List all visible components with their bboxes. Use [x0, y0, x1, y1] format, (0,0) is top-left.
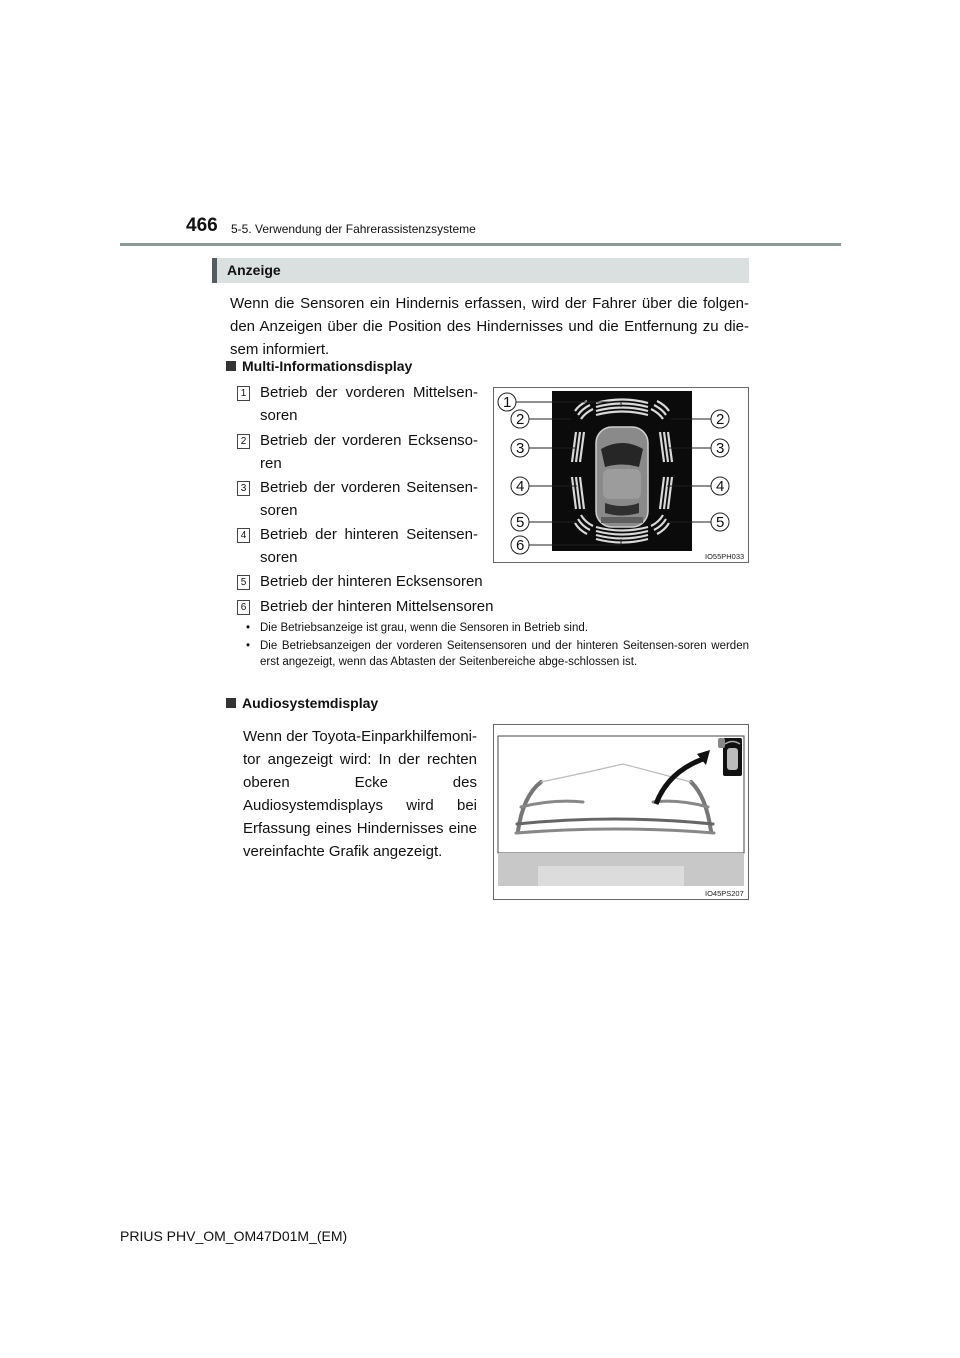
sensor-mini-icon	[723, 738, 742, 776]
item-text-1: Betrieb der vorderen Mittelsen-soren	[260, 384, 478, 424]
callout-5-right: 5	[716, 514, 725, 531]
square-bullet-icon	[226, 698, 236, 708]
small-car-icon	[718, 738, 725, 748]
item-text-2: Betrieb der vorderen Ecksenso-ren	[260, 432, 478, 472]
callout-5-left: 5	[516, 514, 525, 531]
heading-accent	[212, 258, 217, 283]
audio-display-figure	[493, 724, 749, 900]
header-rule	[120, 243, 841, 246]
item-badge-3: 3	[237, 481, 250, 496]
note-bullet: •	[246, 640, 251, 652]
audio-display-heading	[226, 695, 378, 711]
callout-4-left: 4	[516, 478, 525, 495]
item-badge-4: 4	[237, 528, 250, 543]
figure-code-2: IO45PS207	[705, 889, 744, 898]
item-badge-5: 5	[237, 575, 250, 590]
heading-bar	[212, 258, 749, 283]
callout-4-right: 4	[716, 478, 725, 495]
item-text-6: Betrieb der hinteren Mittelsensoren	[260, 598, 494, 615]
callout-1-left: 1	[503, 394, 512, 411]
item-badge-6: 6	[237, 600, 250, 615]
car-icon	[596, 427, 648, 527]
callout-3-left: 3	[516, 440, 525, 457]
item-badge-2: 2	[237, 434, 250, 449]
audio-display-title: Audiosystemdisplay	[242, 695, 379, 711]
section-title: 5-5. Verwendung der Fahrerassistenzsysteme	[231, 222, 476, 236]
figure-code-1: IO55PH033	[705, 552, 745, 561]
note-bullet: •	[246, 622, 251, 634]
note-1: Die Betriebsanzeige ist grau, wenn die Sensoren in Betrieb sind.	[260, 622, 588, 634]
multi-display-heading	[226, 358, 412, 374]
multi-display-title: Multi-Informationsdisplay	[242, 358, 413, 374]
multi-display-figure	[493, 387, 749, 563]
audio-screen-illustration	[493, 724, 749, 900]
heading-label: Anzeige	[227, 262, 281, 278]
item-text-5: Betrieb der hinteren Ecksensoren	[260, 573, 483, 590]
footer-document-code: PRIUS PHV_OM_OM47D01M_(EM)	[120, 1228, 348, 1244]
callout-2-left: 2	[516, 411, 525, 428]
audio-display-text: Wenn der Toyota-Einparkhilfemoni-tor angezeigt wird: In der rechten oberen Ecke des Audiosystemdisplays wird bei Erfassung eines Hindernisses eine vereinfachte Grafik angezeigt.	[243, 728, 477, 860]
parking-sensor-illustration	[493, 387, 749, 563]
square-bullet-icon	[226, 361, 236, 371]
note-2: Die Betriebsanzeigen der vorderen Seitensensoren und der hinteren Seitensen-soren werden erst angezeigt, wenn das Abtasten der Seitenbereiche abge-schlossen ist.	[260, 640, 749, 668]
item-text-4: Betrieb der hinteren Seitensen-soren	[260, 526, 478, 566]
item-text-3: Betrieb der vorderen Seitensen-soren	[260, 479, 478, 519]
callout-3-right: 3	[716, 440, 725, 457]
page-number: 466	[186, 215, 218, 236]
callout-2-right: 2	[716, 411, 725, 428]
intro-paragraph: Wenn die Sensoren ein Hindernis erfassen, wird der Fahrer über die folgen-den Anzeigen über die Position des Hindernisses und die Entfernung zu die-sem informiert.	[230, 295, 749, 358]
callout-6-left: 6	[516, 537, 525, 554]
item-badge-1: 1	[237, 386, 250, 401]
